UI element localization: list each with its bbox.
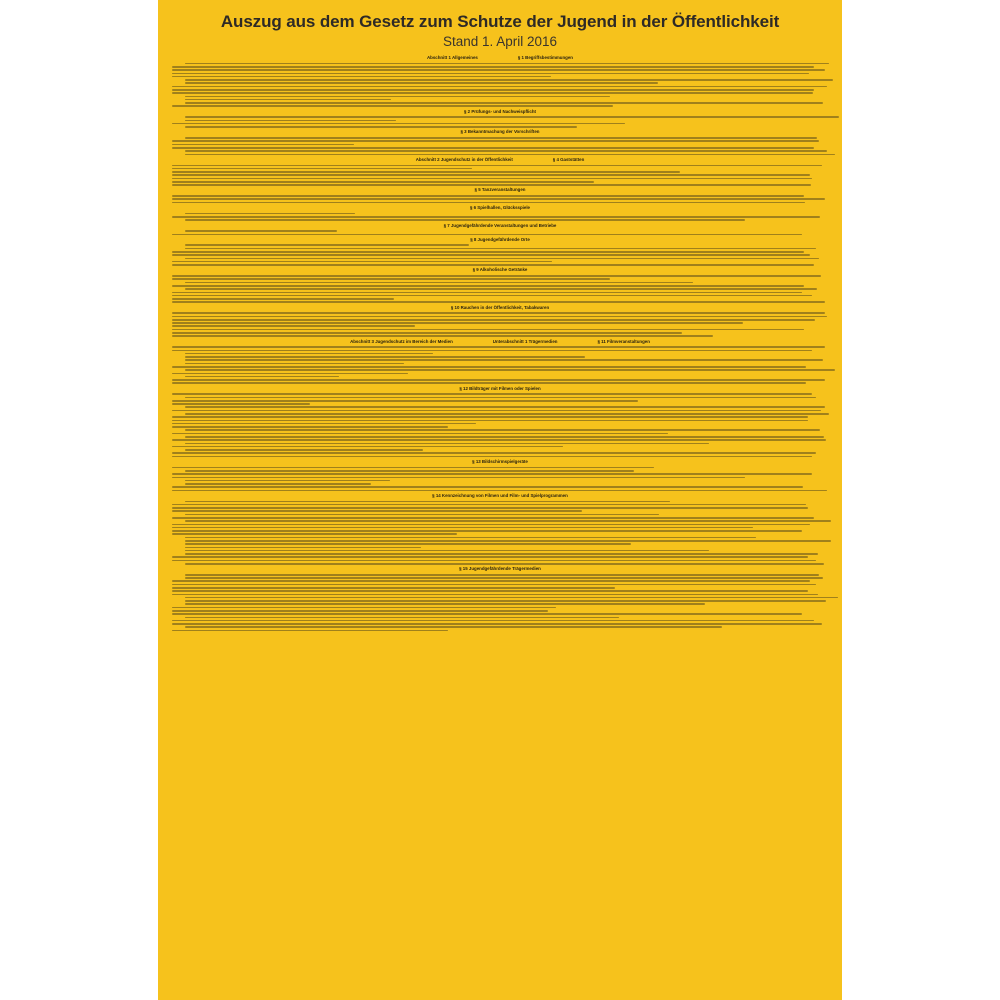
text-line bbox=[172, 165, 822, 167]
text-line bbox=[172, 316, 827, 318]
text-line bbox=[185, 449, 423, 451]
section-heading bbox=[172, 205, 828, 211]
text-line bbox=[172, 594, 818, 596]
text-line bbox=[185, 150, 827, 152]
text-line bbox=[172, 403, 310, 405]
text-line bbox=[172, 517, 814, 519]
text-line bbox=[185, 248, 816, 250]
text-line bbox=[172, 590, 808, 592]
text-line bbox=[172, 379, 825, 381]
text-line bbox=[172, 446, 563, 448]
text-line bbox=[172, 178, 812, 180]
section-heading bbox=[172, 55, 828, 61]
text-line bbox=[185, 520, 831, 522]
document-body bbox=[172, 55, 828, 631]
section-subheading-text: Unterabschnitt 1 Trägermedien bbox=[492, 338, 558, 344]
text-line bbox=[172, 251, 804, 253]
text-line bbox=[172, 69, 825, 71]
text-line bbox=[185, 137, 817, 139]
text-line bbox=[185, 116, 839, 118]
section-heading bbox=[172, 305, 828, 311]
text-line bbox=[172, 332, 682, 334]
text-line bbox=[172, 587, 615, 589]
text-line bbox=[172, 416, 808, 418]
text-line bbox=[172, 423, 476, 425]
document-title: Auszug aus dem Gesetz zum Schutze der Jugend in der Öffentlichkeit bbox=[220, 12, 780, 31]
text-line bbox=[172, 292, 802, 294]
section-heading bbox=[172, 237, 828, 243]
text-line bbox=[172, 66, 814, 68]
text-line bbox=[185, 79, 832, 81]
text-line bbox=[172, 202, 805, 204]
section-heading-text: § 13 Bildschirmspielgeräte bbox=[472, 458, 528, 464]
text-line bbox=[172, 319, 815, 321]
text-line bbox=[172, 510, 582, 512]
text-line bbox=[172, 486, 803, 488]
section-heading-text: Abschnitt 3 Jugendschutz im Bereich der Medien bbox=[350, 338, 453, 344]
text-line bbox=[172, 295, 812, 297]
text-line bbox=[185, 501, 670, 503]
text-line bbox=[185, 514, 659, 516]
text-line bbox=[185, 540, 831, 542]
section-heading-text: Abschnitt 1 Allgemeines bbox=[427, 55, 478, 60]
text-line bbox=[185, 563, 824, 565]
text-line bbox=[185, 288, 817, 290]
text-line bbox=[172, 630, 448, 632]
text-line bbox=[172, 504, 806, 506]
text-line bbox=[172, 533, 457, 535]
text-line bbox=[172, 400, 638, 402]
section-subheading-text: § 4 Gaststätten bbox=[552, 156, 585, 162]
text-line bbox=[185, 96, 610, 98]
text-line bbox=[172, 426, 448, 428]
text-line bbox=[172, 507, 808, 509]
text-line bbox=[172, 92, 813, 94]
text-line bbox=[185, 553, 818, 555]
text-line bbox=[172, 420, 808, 422]
text-line bbox=[172, 335, 713, 337]
text-line bbox=[172, 73, 809, 75]
text-line bbox=[185, 547, 421, 549]
text-line bbox=[185, 244, 469, 246]
section-heading-text: § 9 Alkoholische Getränke bbox=[472, 267, 528, 273]
text-line bbox=[185, 617, 619, 619]
text-line bbox=[172, 140, 819, 142]
text-line bbox=[185, 603, 705, 605]
text-line bbox=[172, 301, 825, 303]
text-line bbox=[185, 626, 722, 628]
text-line bbox=[172, 144, 354, 146]
text-line bbox=[172, 393, 812, 395]
section-heading bbox=[172, 267, 828, 273]
section-heading bbox=[172, 223, 828, 229]
text-line bbox=[172, 382, 806, 384]
text-line bbox=[185, 82, 658, 84]
text-line bbox=[185, 213, 355, 215]
text-line bbox=[185, 63, 829, 65]
text-line bbox=[172, 325, 415, 327]
law-poster bbox=[158, 0, 842, 1000]
section-heading-text: § 15 Jugendgefährdende Trägermedien bbox=[459, 566, 541, 572]
text-line bbox=[185, 99, 391, 101]
text-line bbox=[185, 363, 404, 365]
text-line bbox=[172, 580, 810, 582]
text-line bbox=[172, 174, 810, 176]
text-line bbox=[185, 126, 577, 128]
text-line bbox=[172, 530, 802, 532]
text-line bbox=[172, 147, 814, 149]
text-line bbox=[185, 436, 824, 438]
text-line bbox=[185, 353, 433, 355]
text-line bbox=[185, 258, 819, 260]
text-line bbox=[185, 397, 815, 399]
text-line bbox=[172, 456, 812, 458]
section-heading-text: § 3 Bekanntmachung der Vorschriften bbox=[460, 129, 540, 135]
text-line bbox=[172, 433, 668, 435]
text-line bbox=[185, 282, 693, 284]
text-line bbox=[172, 123, 625, 125]
text-line bbox=[172, 105, 613, 107]
text-line bbox=[185, 470, 634, 472]
text-line bbox=[172, 264, 814, 266]
section-heading bbox=[172, 109, 828, 115]
text-line bbox=[172, 275, 821, 277]
text-line bbox=[172, 181, 594, 183]
text-line bbox=[172, 620, 814, 622]
text-line bbox=[185, 413, 829, 415]
section-heading bbox=[172, 459, 828, 465]
text-line bbox=[172, 607, 556, 609]
text-line bbox=[172, 198, 825, 200]
text-line bbox=[172, 86, 827, 88]
text-line bbox=[185, 600, 826, 602]
text-line bbox=[172, 452, 816, 454]
text-line bbox=[185, 429, 820, 431]
text-line bbox=[172, 261, 552, 263]
text-line bbox=[185, 483, 371, 485]
text-line bbox=[185, 154, 834, 156]
text-line bbox=[185, 537, 756, 539]
text-line bbox=[172, 560, 816, 562]
text-line bbox=[172, 184, 811, 186]
text-line bbox=[172, 373, 408, 375]
text-line bbox=[172, 524, 810, 526]
section-heading bbox=[172, 157, 828, 163]
text-line bbox=[172, 278, 610, 280]
section-heading bbox=[172, 386, 828, 392]
text-line bbox=[172, 322, 743, 324]
text-line bbox=[185, 406, 825, 408]
section-heading bbox=[172, 187, 828, 193]
section-heading-text: § 7 Jugendgefährdende Veranstaltungen und Betriebe bbox=[443, 222, 557, 228]
section-subheading-text: § 1 Begriffsbestimmungen bbox=[517, 55, 573, 60]
section-heading-text: § 5 Tanzveranstaltungen bbox=[474, 187, 526, 193]
section-heading-text: § 6 Spielhallen, Glücksspiele bbox=[469, 205, 531, 210]
text-line bbox=[172, 410, 821, 412]
text-line bbox=[172, 366, 806, 368]
text-line bbox=[172, 254, 810, 256]
text-line bbox=[172, 610, 548, 612]
section-subheading-text: § 11 Filmveranstaltungen bbox=[597, 338, 650, 344]
section-heading bbox=[172, 493, 828, 499]
section-heading bbox=[172, 566, 828, 572]
text-line bbox=[185, 356, 585, 358]
text-line bbox=[185, 230, 337, 232]
section-heading-text: § 10 Rauchen in der Öffentlichkeit, Tabakwaren bbox=[450, 304, 550, 310]
text-line bbox=[185, 597, 838, 599]
text-line bbox=[185, 369, 834, 371]
text-line bbox=[172, 329, 804, 331]
text-line bbox=[172, 312, 825, 314]
text-line bbox=[185, 574, 819, 576]
text-line bbox=[172, 623, 822, 625]
text-line bbox=[172, 346, 825, 348]
text-line bbox=[185, 577, 823, 579]
document-subtitle: Stand 1. April 2016 bbox=[442, 34, 558, 49]
section-heading-text: § 14 Kennzeichnung von Filmen und Film- und Spielprogrammen bbox=[432, 492, 568, 498]
text-line bbox=[185, 219, 745, 221]
section-heading bbox=[172, 339, 828, 345]
text-line bbox=[172, 490, 827, 492]
text-line bbox=[172, 285, 804, 287]
text-line bbox=[172, 527, 753, 529]
text-line bbox=[172, 556, 808, 558]
text-line bbox=[172, 76, 551, 78]
text-line bbox=[172, 298, 394, 300]
section-heading-text: Abschnitt 2 Jugendschutz in der Öffentlichkeit bbox=[415, 156, 513, 162]
text-line bbox=[172, 584, 816, 586]
text-line bbox=[185, 376, 339, 378]
text-line bbox=[172, 350, 812, 352]
text-line bbox=[185, 102, 823, 104]
text-line bbox=[185, 120, 396, 122]
text-line bbox=[172, 195, 804, 197]
text-line bbox=[185, 443, 708, 445]
text-line bbox=[172, 613, 802, 615]
text-line bbox=[185, 480, 390, 482]
text-line bbox=[172, 439, 826, 441]
text-line bbox=[172, 89, 814, 91]
text-line bbox=[172, 467, 654, 469]
text-line bbox=[172, 234, 802, 236]
section-heading-text: § 2 Prüfungs- und Nachweispflicht bbox=[464, 108, 536, 114]
text-line bbox=[172, 216, 820, 218]
text-line bbox=[185, 550, 708, 552]
text-line bbox=[172, 477, 745, 479]
section-heading bbox=[172, 129, 828, 135]
text-line bbox=[185, 359, 823, 361]
text-line bbox=[172, 168, 472, 170]
section-heading-text: § 12 Bildträger mit Filmen oder Spielen bbox=[459, 385, 541, 391]
section-heading-text: § 8 Jugendgefährdende Orte bbox=[470, 236, 530, 242]
text-line bbox=[172, 171, 680, 173]
text-line bbox=[172, 473, 812, 475]
text-line bbox=[185, 543, 631, 545]
